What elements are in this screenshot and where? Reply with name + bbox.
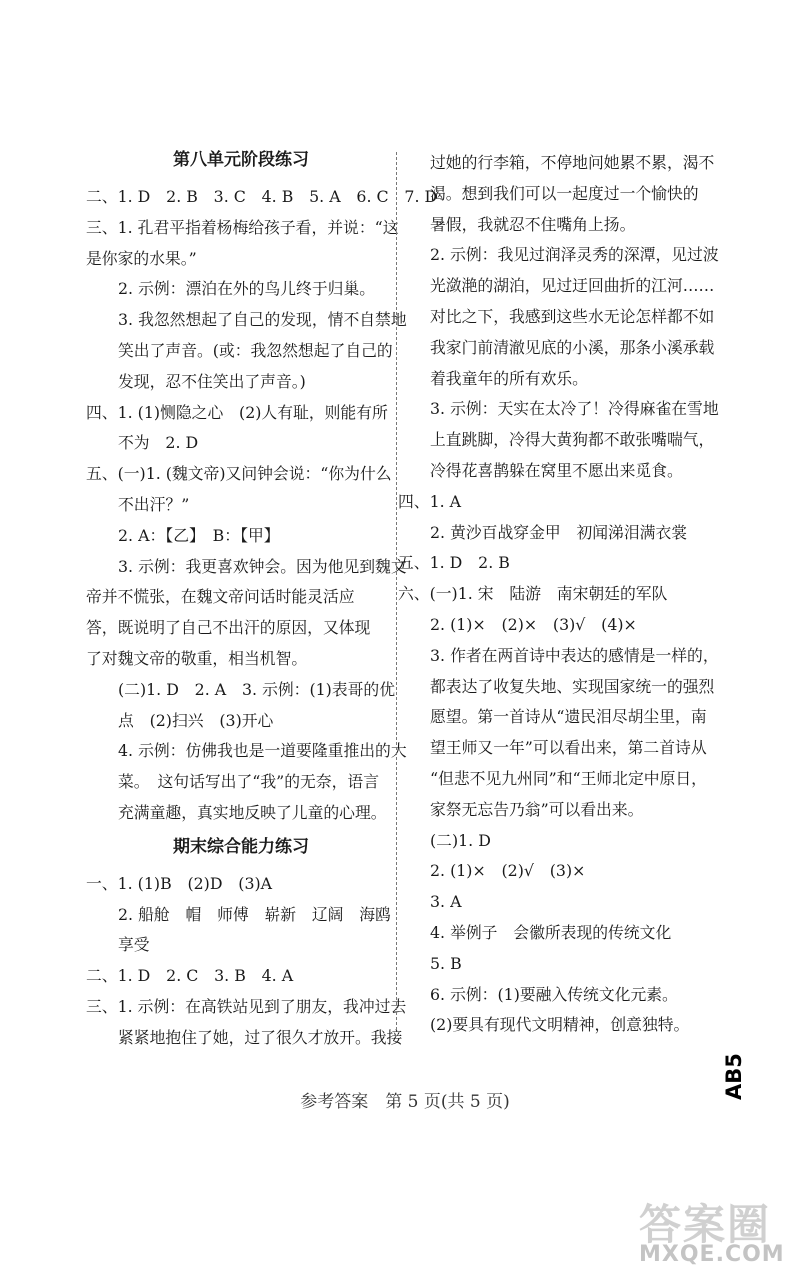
- answer-line: 冷得花喜鹊躲在窝里不愿出来觅食。: [430, 460, 683, 480]
- answer-line: 不为 2. D: [118, 433, 199, 453]
- answer-line: 愿望。第一首诗从“遗民泪尽胡尘里，南: [430, 707, 707, 727]
- answer-line: “但悲不见九州同”和“王师北定中原日，: [430, 768, 707, 788]
- answer-line: 望王师又一年”可以看出来，第二首诗从: [430, 738, 707, 758]
- answer-line: 6. 示例：(1)要融入传统文化元素。: [430, 984, 678, 1004]
- answer-line: 着我童年的所有欢乐。: [430, 368, 588, 388]
- answer-line: 2. (1)× (2)× (3)√ (4)×: [430, 614, 637, 634]
- answer-line: 3. 作者在两首诗中表达的感情是一样的，: [430, 645, 719, 665]
- answer-line: 不出汗？”: [118, 494, 190, 514]
- answer-line: 5. B: [430, 953, 462, 973]
- answer-line: 2. (1)× (2)√ (3)×: [430, 861, 586, 881]
- answer-line: 2. A：【乙】 B：【甲】: [118, 525, 280, 545]
- answer-line: 渴。想到我们可以一起度过一个愉快的: [430, 183, 699, 203]
- answer-line: 六、(一)1. 宋 陆游 南宋朝廷的军队: [398, 584, 668, 604]
- right-column: [398, 148, 719, 1041]
- answer-line: 2. 船舱 帽 师傅 崭新 辽阔 海鸥: [118, 904, 391, 924]
- answer-line: 2. 示例：我见过润泽灵秀的深潭，见过波: [430, 245, 719, 265]
- answer-line: 五、(一)1. (魏文帝)又问钟会说：“你为什么: [86, 464, 392, 484]
- answer-line: 紧紧地抱住了她，过了很久才放开。我接: [118, 1027, 403, 1047]
- answer-line: 二、1. D 2. C 3. B 4. A: [86, 966, 294, 986]
- answer-line: 4. 举例子 会徽所表现的传统文化: [430, 922, 672, 942]
- answer-line: 过她的行李箱，不停地问她累不累，渴不: [430, 153, 715, 172]
- answer-line: 2. 黄沙百战穿金甲 初闻涕泪满衣裳: [430, 522, 688, 542]
- answer-line: 2. 示例：漂泊在外的鸟儿终于归巢。: [118, 279, 376, 299]
- answer-line: 都表达了收复失地、实现国家统一的强烈: [430, 676, 715, 696]
- answer-line: 3. A: [430, 892, 462, 912]
- answer-line: (二)1. D: [430, 830, 491, 850]
- answer-line: (2)要具有现代文明精神，创意独特。: [430, 1015, 690, 1035]
- side-page-label: AB5: [722, 1053, 746, 1100]
- answer-line: 帝并不慌张，在魏文帝问话时能灵活应: [86, 587, 355, 607]
- section-heading-final: 期末综合能力练习: [173, 836, 309, 857]
- answer-line: 菜。 这句话写出了“我”的无奈，语言: [118, 772, 380, 792]
- answer-line: 我家门前清澈见底的小溪，那条小溪承载: [430, 337, 715, 357]
- answer-line: 对比之下，我感到这些水无论怎样都不如: [430, 306, 715, 326]
- page-footer: 参考答案 第 5 页(共 5 页): [300, 1092, 510, 1112]
- answer-line: 了对魏文帝的敬重，相当机智。: [86, 648, 308, 668]
- answer-line: 二、1. D 2. B 3. C 4. B 5. A 6. C 7. D: [86, 187, 438, 206]
- answer-line: (二)1. D 2. A 3. 示例：(1)表哥的优: [118, 679, 396, 699]
- answer-line: 3. 我忽然想起了自己的发现，情不自禁地: [118, 310, 407, 330]
- answer-line: 发现，忍不住笑出了声音。): [118, 371, 306, 391]
- answer-line: 五、1. D 2. B: [398, 553, 510, 573]
- watermark-url: MXQE.COM: [639, 1242, 785, 1267]
- section-heading-unit8: 第八单元阶段练习: [173, 150, 309, 170]
- answer-line: 光潋滟的湖泊，见过迂回曲折的江河……: [430, 276, 715, 296]
- answer-line: 家祭无忘告乃翁”可以看出来。: [430, 799, 644, 819]
- answer-line: 笑出了声音。(或：我忽然想起了自己的: [118, 340, 393, 360]
- answer-line: 点 (2)扫兴 (3)开心: [118, 710, 274, 730]
- answer-line: 4. 示例：仿佛我也是一道要隆重推出的大: [118, 741, 407, 761]
- watermark: [635, 1192, 795, 1272]
- answer-line: 3. 示例：我更喜欢钟会。因为他见到魏文: [118, 556, 407, 576]
- answer-line: 上直跳脚，冷得大黄狗都不敢张嘴喘气，: [430, 430, 715, 450]
- answer-line: 充满童趣，真实地反映了儿童的心理。: [118, 802, 387, 822]
- column-divider: [396, 152, 397, 1030]
- watermark-logo: 答案圈: [639, 1200, 772, 1249]
- answer-line: 享受: [118, 935, 150, 955]
- answer-line: 是你家的水果。”: [86, 248, 197, 268]
- answer-line: 暑假，我就忍不住嘴角上扬。: [430, 214, 636, 234]
- answer-line: 答，既说明了自己不出汗的原因，又体现: [86, 618, 371, 638]
- answer-line: 四、1. (1)恻隐之心 (2)人有耻，则能有所: [86, 402, 388, 422]
- answer-line: 四、1. A: [398, 491, 462, 511]
- answer-line: 三、1. 孔君平指着杨梅给孩子看，并说：“这: [86, 217, 399, 237]
- answer-line: 一、1. (1)B (2)D (3)A: [86, 873, 273, 893]
- answer-line: 3. 示例：天实在太冷了！冷得麻雀在雪地: [430, 399, 719, 419]
- answer-line: 三、1. 示例：在高铁站见到了朋友，我冲过去: [86, 996, 407, 1016]
